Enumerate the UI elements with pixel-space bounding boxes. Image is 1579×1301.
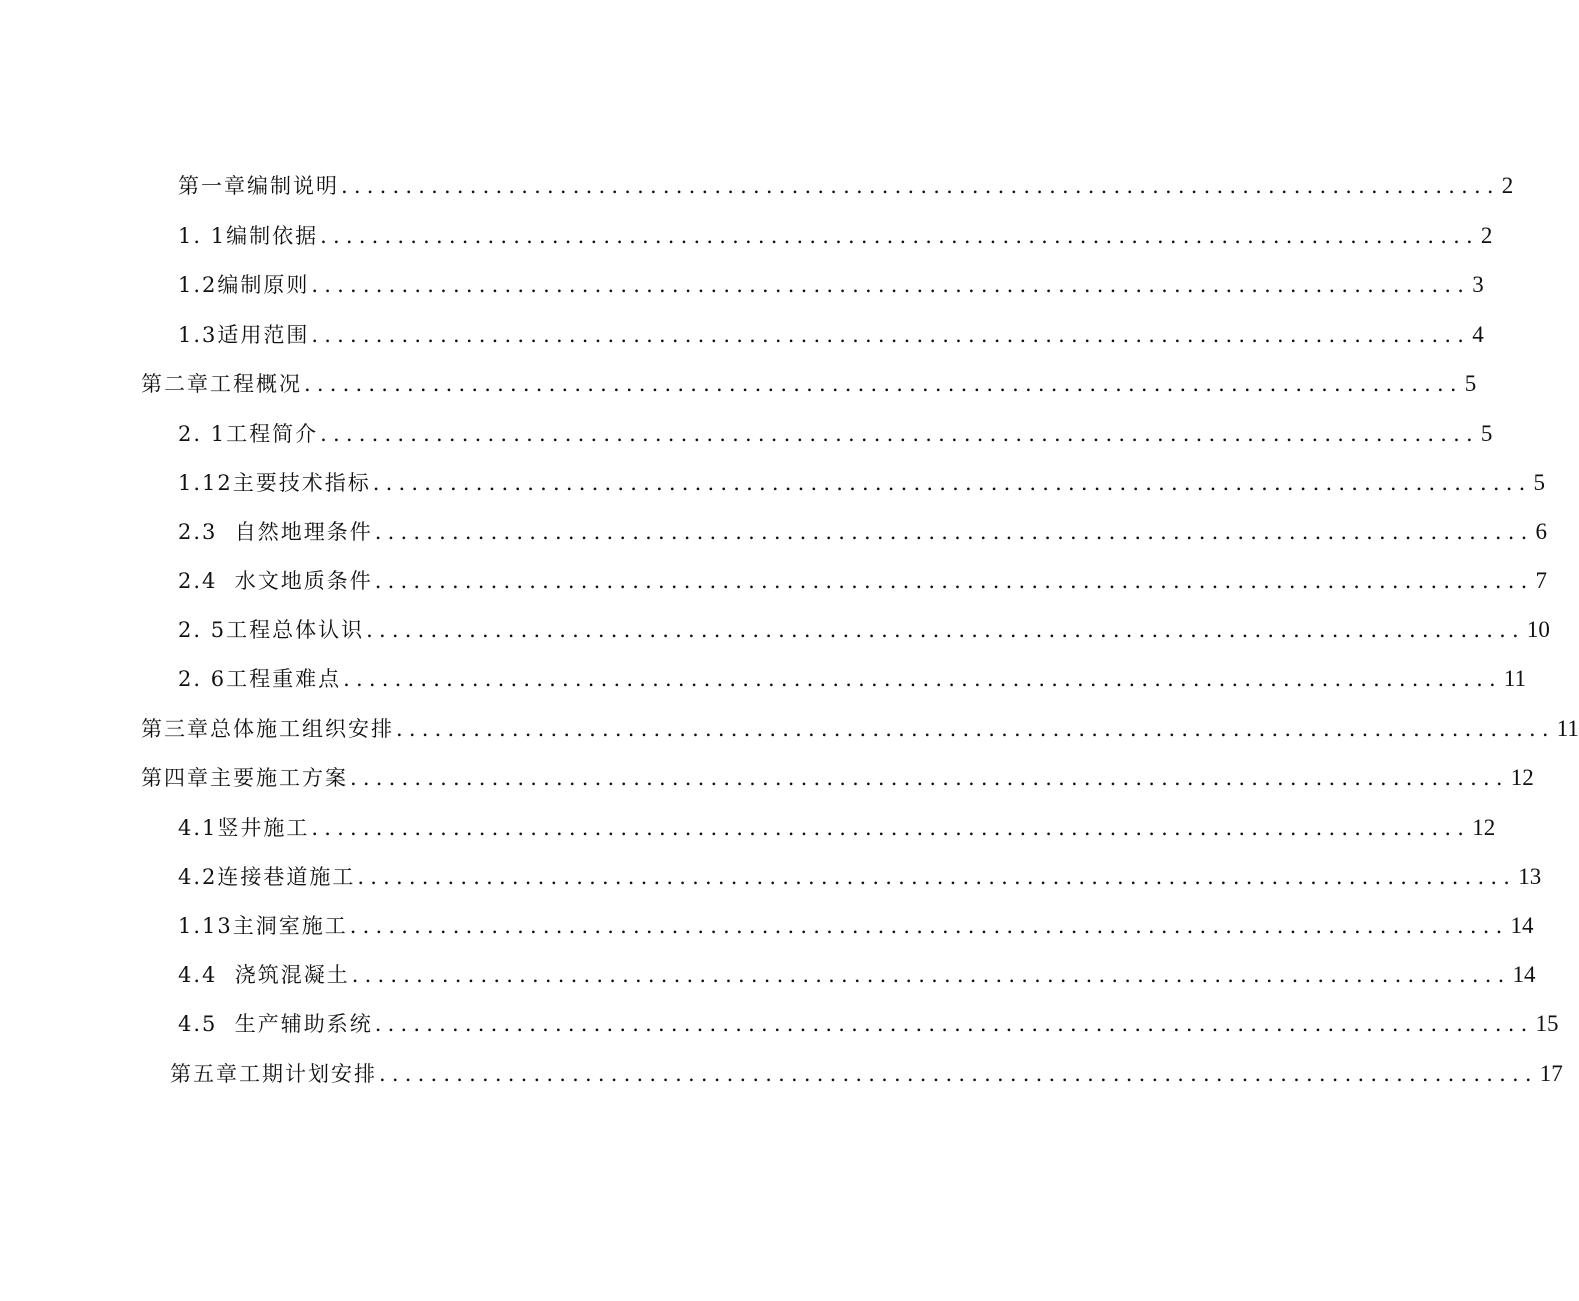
toc-dot-leader: .......................................................................................... <box>349 914 1509 938</box>
toc-entry-label: 第四章主要施工方案 <box>141 766 348 790</box>
toc-page-number: 13 <box>1518 864 1542 889</box>
toc-dot-leader: .......................................................................................... <box>343 667 1502 691</box>
toc-entry-label: 4.5 生产辅助系统 <box>178 1012 373 1036</box>
toc-page-number: 4 <box>1472 322 1484 347</box>
toc-page-number: 12 <box>1510 765 1534 790</box>
toc-entry[interactable] <box>178 1008 1559 1040</box>
toc-dot-leader: .......................................................................................... <box>357 865 1517 889</box>
toc-page-number: 12 <box>1472 815 1496 840</box>
toc-entry[interactable] <box>178 614 1550 646</box>
toc-entry[interactable] <box>178 959 1536 991</box>
toc-entry-label: 1.3适用范围 <box>178 323 310 347</box>
toc-entry-label: 2. 1工程简介 <box>178 422 319 446</box>
toc-entry[interactable] <box>178 663 1527 695</box>
toc-entry-label: 第一章编制说明 <box>178 174 339 198</box>
toc-page-number: 2 <box>1480 223 1493 248</box>
toc-dot-leader: .......................................................................................... <box>311 816 1471 840</box>
toc-entry[interactable] <box>178 516 1548 548</box>
toc-entry[interactable] <box>178 269 1484 301</box>
toc-entry[interactable] <box>178 467 1546 499</box>
toc-entry-label: 第二章工程概况 <box>141 372 302 396</box>
toc-page-number: 14 <box>1510 913 1534 938</box>
toc-entry[interactable] <box>178 812 1496 844</box>
toc-page-number: 15 <box>1535 1011 1559 1036</box>
toc-page-number: 14 <box>1512 962 1536 987</box>
toc-dot-leader: .......................................................................................... <box>350 766 1509 790</box>
toc-dot-leader: .......................................................................................... <box>372 471 1532 495</box>
toc-entry[interactable] <box>178 910 1534 942</box>
toc-entry[interactable] <box>178 418 1493 450</box>
toc-dot-leader: .......................................................................................... <box>320 422 1479 446</box>
toc-page-number: 11 <box>1556 716 1579 741</box>
toc-dot-leader: .......................................................................................... <box>396 717 1555 741</box>
toc-page-number: 2 <box>1501 173 1514 198</box>
toc-entry[interactable] <box>170 1058 1563 1090</box>
toc-entry[interactable] <box>178 170 1514 202</box>
toc-entry[interactable] <box>141 368 1477 400</box>
toc-entry[interactable] <box>178 565 1548 597</box>
toc-entry-label: 1.2编制原则 <box>178 273 310 297</box>
toc-entry-label: 2. 5工程总体认识 <box>178 618 365 642</box>
toc-entry[interactable] <box>141 762 1534 794</box>
toc-dot-leader: .......................................................................................... <box>379 1062 1538 1086</box>
toc-entry[interactable] <box>141 713 1579 745</box>
toc-page-number: 17 <box>1539 1061 1563 1086</box>
toc-page-number: 3 <box>1472 272 1484 297</box>
toc-page-number: 5 <box>1464 371 1477 396</box>
toc-entry[interactable] <box>178 861 1542 893</box>
toc-entry-label: 4.1竖井施工 <box>178 816 310 840</box>
toc-dot-leader: .......................................................................................... <box>341 174 1500 198</box>
toc-dot-leader: .......................................................................................... <box>304 372 1463 396</box>
toc-entry[interactable] <box>178 220 1493 252</box>
toc-page-number: 10 <box>1526 617 1550 642</box>
toc-entry-label: 第五章工期计划安排 <box>170 1062 377 1086</box>
toc-dot-leader: .......................................................................................... <box>311 273 1471 297</box>
toc-dot-leader: .......................................................................................... <box>320 224 1479 248</box>
toc-dot-leader: .......................................................................................... <box>366 618 1525 642</box>
toc-entry-label: 2.4 水文地质条件 <box>178 569 373 593</box>
toc-entry-label: 1.13主洞室施工 <box>178 914 348 938</box>
toc-entry[interactable] <box>178 319 1484 351</box>
toc-entry-label: 4.4 浇筑混凝土 <box>178 963 350 987</box>
toc-page-number: 6 <box>1535 519 1548 544</box>
toc-dot-leader: .......................................................................................... <box>311 323 1471 347</box>
toc-entry-label: 第三章总体施工组织安排 <box>141 717 394 741</box>
toc-entry-label: 4.2连接巷道施工 <box>178 865 356 889</box>
toc-page-number: 7 <box>1535 568 1548 593</box>
toc-page-number: 5 <box>1480 421 1493 446</box>
toc-entry-label: 2.3 自然地理条件 <box>178 520 373 544</box>
toc-dot-leader: .......................................................................................... <box>374 569 1534 593</box>
toc-dot-leader: .......................................................................................... <box>374 1012 1534 1036</box>
toc-dot-leader: .......................................................................................... <box>374 520 1534 544</box>
toc-entry-label: 1.12主要技术指标 <box>178 471 371 495</box>
toc-entry-label: 2. 6工程重难点 <box>178 667 342 691</box>
toc-dot-leader: .......................................................................................... <box>351 963 1511 987</box>
toc-entry-label: 1. 1编制依据 <box>178 224 319 248</box>
toc-page-number: 5 <box>1533 470 1546 495</box>
toc-page-number: 11 <box>1503 666 1527 691</box>
